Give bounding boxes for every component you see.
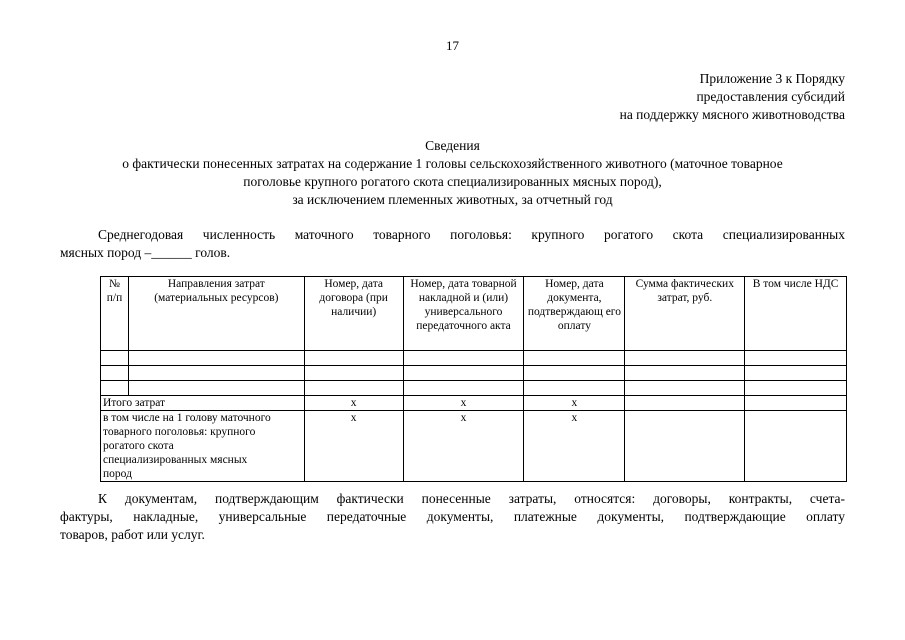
table-row (101, 381, 847, 396)
table-cell (101, 351, 129, 366)
intro-line-2: мясных пород –______ голов. (60, 245, 231, 260)
appendix-reference (620, 70, 845, 124)
table-cell (745, 366, 847, 381)
table-cell (403, 366, 524, 381)
per-head-cell-contract: х (304, 411, 403, 482)
footer-line-1: К документам, подтверждающим фактически понесенные затраты, относятся: договоры, контракты, счета- (98, 491, 845, 506)
footer-line-3: товаров, работ или услуг. (60, 527, 205, 542)
per-head-label: в том числе на 1 голову маточного товарного поголовья: крупного рогатого скота специализированных мясных пород (101, 411, 305, 482)
table-cell (625, 366, 745, 381)
appendix-line-1: Приложение 3 к Порядку (699, 71, 845, 86)
total-cell-contract: х (304, 396, 403, 411)
table-cell (128, 351, 304, 366)
heading-line-3: за исключением племенных животных, за отчетный год (292, 192, 613, 207)
table-cell (745, 381, 847, 396)
table-cell (304, 381, 403, 396)
per-head-cell-vat (745, 411, 847, 482)
table-cell (625, 351, 745, 366)
header-contract: Номер, дата договора (при наличии) (304, 277, 403, 351)
table-header-row (101, 277, 847, 351)
per-head-cell-invoice: х (403, 411, 524, 482)
costs-table (100, 276, 847, 482)
intro-line-1: Среднегодовая численность маточного товарного поголовья: крупного рогатого скота специализированных (98, 227, 845, 242)
table-cell (625, 381, 745, 396)
header-actual-amount: Сумма фактических затрат, руб. (625, 277, 745, 351)
header-payment-document: Номер, дата документа, подтверждающ его оплату (524, 277, 625, 351)
table-row (101, 351, 847, 366)
total-cell-invoice: х (403, 396, 524, 411)
supporting-documents-paragraph (60, 490, 845, 544)
total-cell-amount (625, 396, 745, 411)
header-cost-direction: Направления затрат (материальных ресурсов) (128, 277, 304, 351)
appendix-line-3: на поддержку мясного животноводства (619, 107, 845, 122)
page-number: 17 (446, 38, 459, 53)
table-cell (524, 366, 625, 381)
heading-line-1: о фактически понесенных затратах на содержание 1 головы сельскохозяйственного животного (маточное товарное (122, 156, 783, 171)
table-cell (304, 366, 403, 381)
table-row (101, 366, 847, 381)
header-invoice: Номер, дата товарной накладной и (или) универсального передаточного акта (403, 277, 524, 351)
document-title: Сведения (425, 138, 480, 153)
header-vat: В том числе НДС (745, 277, 847, 351)
table-cell (101, 366, 129, 381)
total-label: Итого затрат (101, 396, 305, 411)
per-head-cell-amount (625, 411, 745, 482)
table-cell (304, 351, 403, 366)
table-cell (128, 366, 304, 381)
footer-line-2: фактуры, накладные, универсальные передаточные документы, платежные документы, подтверждающие оплату (60, 509, 845, 524)
per-head-row (101, 411, 847, 482)
table-cell (745, 351, 847, 366)
table-cell (128, 381, 304, 396)
appendix-line-2: предоставления субсидий (696, 89, 845, 104)
table-cell (403, 351, 524, 366)
total-cell-payment: х (524, 396, 625, 411)
total-cell-vat (745, 396, 847, 411)
header-number: № п/п (101, 277, 129, 351)
table-cell (101, 381, 129, 396)
table-cell (524, 351, 625, 366)
livestock-count-paragraph (60, 226, 845, 262)
table-cell (524, 381, 625, 396)
document-heading (60, 137, 845, 209)
per-head-cell-payment: х (524, 411, 625, 482)
heading-line-2: поголовье крупного рогатого скота специализированных мясных пород), (243, 174, 662, 189)
total-row (101, 396, 847, 411)
table-cell (403, 381, 524, 396)
